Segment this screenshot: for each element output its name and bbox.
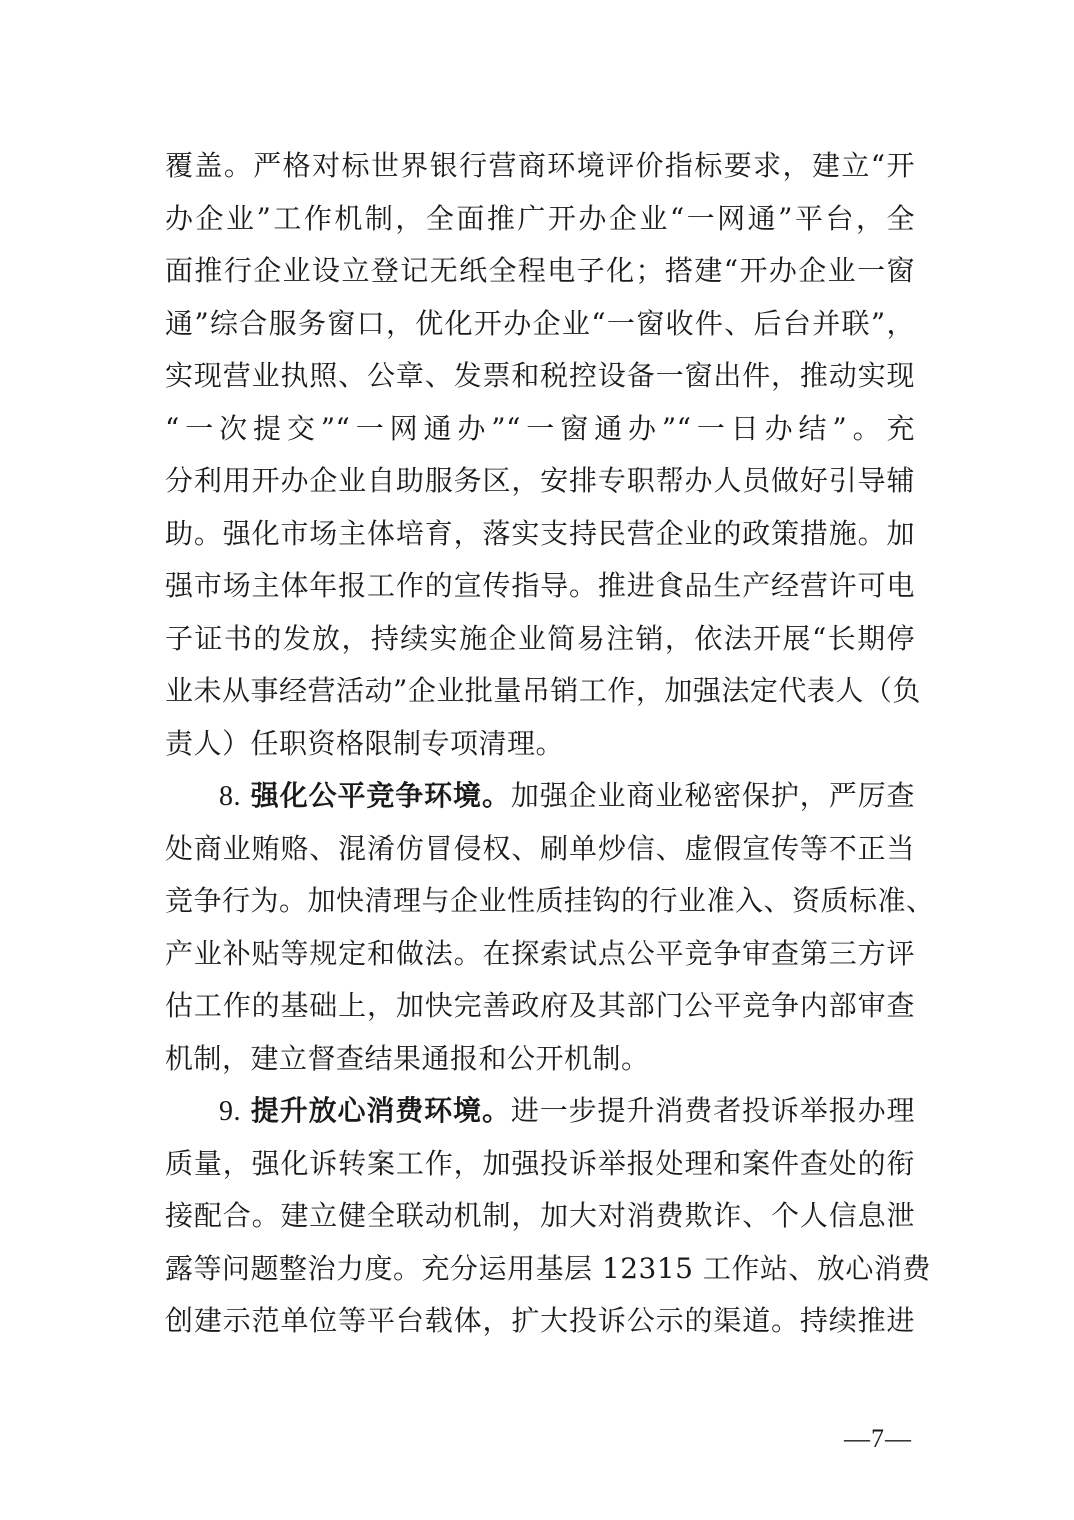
text-line: 业未从事经营活动”企业批量吊销工作，加强法定代表人（负 [165,674,921,707]
section-heading: 强化公平竞争环境。 [250,779,511,812]
section-consumer-environment [165,1085,931,1348]
section-text: 进一步提升消费者投诉举报办理 [510,1094,915,1127]
section-fair-competition [165,770,935,1085]
section-number: 9. [219,1096,241,1127]
body-text [165,140,935,1348]
text-line: 分利用开办企业自助服务区，安排专职帮办人员做好引导辅 [165,464,915,497]
text-line: 产业补贴等规定和做法。在探索试点公平竞争审查第三方评 [165,936,915,970]
text-line: 接配合。建立健全联动机制，加大对消费欺诈、个人信息泄 [165,1199,915,1232]
paragraph-open-business [165,140,921,770]
section-first-line [165,1085,915,1138]
section-first-line [165,770,915,823]
text-line: 竞争行为。加快清理与企业性质挂钩的行业准入、资质标准、 [165,884,935,917]
section-heading: 提升放心消费环境。 [250,1094,511,1127]
text-line: 实现营业执照、公章、发票和税控设备一窗出件，推动实现 [165,359,915,392]
text-line: 子证书的发放，持续实施企业简易注销，依法开展“长期停 [165,621,915,655]
text-line: 面推行企业设立登记无纸全程电子化；搭建“开办企业一窗 [165,254,915,287]
text-line: 露等问题整治力度。充分运用基层 12315 工作站、放心消费 [165,1251,931,1285]
text-line: 强市场主体年报工作的宣传指导。推进食品生产经营许可电 [165,569,915,602]
text-line: 处商业贿赂、混淆仿冒侵权、刷单炒信、虚假宣传等不正当 [165,831,915,865]
section-number: 8. [219,781,241,812]
text-line: 通”综合服务窗口，优化开办企业“一窗收件、后台并联”， [165,306,915,340]
text-line: 办企业”工作机制，全面推广开办企业“一网通”平台，全 [165,201,915,235]
text-line: 创建示范单位等平台载体，扩大投诉公示的渠道。持续推进 [165,1304,915,1337]
section-text: 加强企业商业秘密保护，严厉查 [510,779,915,812]
text-line: “一次提交”“一网通办”“一窗通办”“一日办结”。充 [165,411,915,445]
text-line: 质量，强化诉转案工作，加强投诉举报处理和案件查处的衔 [165,1146,915,1180]
text-line: 估工作的基础上，加快完善政府及其部门公平竞争内部审查 [165,989,915,1022]
page-number: —7— [844,1424,912,1453]
text-line: 覆盖。严格对标世界银行营商环境评价指标要求，建立“开 [165,149,915,182]
text-line: 责人）任职资格限制专项清理。 [165,726,565,760]
text-line: 助。强化市场主体培育，落实支持民营企业的政策措施。加 [165,516,915,550]
text-line: 机制，建立督查结果通报和公开机制。 [165,1041,650,1075]
